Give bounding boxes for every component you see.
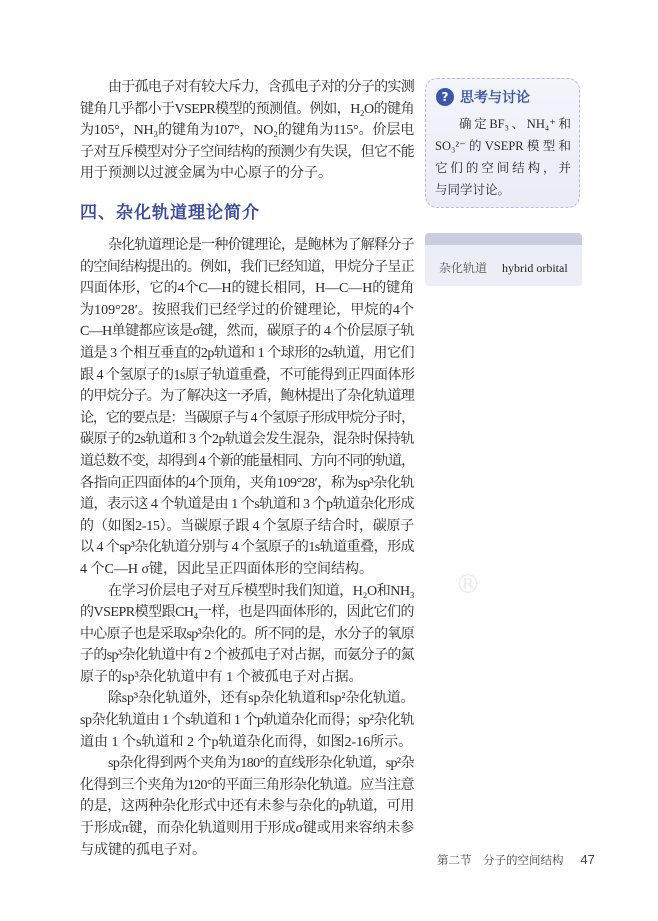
text-line: 的甲烷分子。为了解决这一矛盾，鲍林提出了杂化轨道理 [80,389,414,405]
watermark: ® [455,570,481,600]
text-line: 与成键的孤电子对。 [80,842,206,858]
text-line: 它们的空间结构，并 [435,161,571,175]
term-chinese: 杂化轨道 [439,261,488,275]
text-line: 以 4 个sp³杂化轨道分别与 4 个氢原子的1s轨道重叠，形成 [80,540,414,556]
text-line: 道，表示这 4 个轨道是由 1 个s轨道和 3 个p轨道杂化形成 [80,497,414,513]
text-line: 的是，这两种杂化形式中还有未参与杂化的p轨道，可用 [80,799,414,815]
text-line: 中心原子也是采取sp³杂化的。所不同的是，水分子的氧原 [80,626,414,642]
glossary-band [425,233,582,245]
term-english: hybrid orbital [502,261,568,275]
think-discuss-title: 思考与讨论 [460,90,530,106]
text-line: 原子的sp³杂化轨道中有 1 个被孤电子对占据。 [80,669,363,685]
text-line: 论，它的要点是：当碳原子与 4 个氢原子形成甲烷分子时， [80,410,414,426]
text-line: 由于孤电子对有较大斥力，含孤电子对的分子的实测 [108,80,414,95]
text-line: sp杂化轨道由 1 个s轨道和 1 个p轨道杂化而得；sp²杂化轨 [80,713,414,729]
text-line: 4 个C—H σ键，因此呈正四面体形的空间结构。 [80,561,373,577]
footer-section-title: 第二节 分子的空间结构 [437,855,564,867]
question-icon: ? [436,88,454,106]
text-line: C—H单键都应该是σ键，然而，碳原子的 4 个价层原子轨 [80,324,414,340]
text-line: SO₃²⁻的VSEPR模型和 [435,139,571,153]
text-line: 用于预测以过渡金属为中心原子的分子。 [80,166,332,182]
text-line: 子的sp³杂化轨道中有 2 个被孤电子对占据，而氨分子的氮 [80,648,414,664]
text-line: 为105°，NH₃的键角为107°，NO₂的键角为115°。价层电 [80,123,414,139]
text-line: 各指向正四面体的4个顶角，夹角109°28′，称为sp³杂化轨 [80,475,414,491]
text-line: 在学习价层电子对互斥模型时我们知道，H₂O和NH₃ [108,583,415,599]
section-heading: 四、杂化轨道理论简介 [80,203,260,223]
page-number: 47 [580,852,595,867]
text-line: 确定BF₃、NH₄⁺和 [459,117,571,131]
think-discuss-box [425,78,580,208]
text-line: 除sp³杂化轨道外，还有sp杂化轨道和sp²杂化轨道。 [108,691,415,707]
text-line: 的（如图2-15）。当碳原子跟 4 个氢原子结合时，碳原子 [80,518,414,534]
text-line: 道由 1 个s轨道和 2 个p轨道杂化而得，如图2-16所示。 [80,734,413,750]
text-line: sp杂化得到两个夹角为180°的直线形杂化轨道，sp²杂 [108,756,414,772]
text-line: 跟 4 个氢原子的1s原子轨道重叠，不可能得到正四面体形 [80,367,415,383]
text-line: 与同学讨论。 [435,183,511,197]
text-line: 的空间结构提出的。例如，我们已经知道，甲烷分子呈正 [80,259,414,275]
paragraph-2 [80,235,414,861]
text-line: 于形成π键，而杂化轨道则用于形成σ键或用来容纳未参 [80,821,415,837]
text-line: 碳原子的2s轨道和 3 个2p轨道会发生混杂，混杂时保持轨 [80,432,414,448]
glossary-term-box [425,233,582,286]
text-line: 四面体形，它的4个C—H的键长相同，H—C—H的键角 [80,281,414,297]
text-line: 化得到三个夹角为120°的平面三角形杂化轨道。应当注意 [80,777,414,793]
text-line: 道是 3 个相互垂直的2p轨道和 1 个球形的2s轨道，用它们 [80,345,414,361]
text-line: 道总数不变，却得到 4 个新的能量相同、方向不同的轨道， [80,453,414,469]
text-line: 杂化轨道理论是一种价键理论，是鲍林为了解释分子 [108,238,414,253]
think-discuss-text [435,113,571,201]
text-line: 键角几乎都小于VSEPR模型的预测值。例如，H₂O的键角 [80,101,414,117]
page-footer [437,852,595,868]
text-line: 子对互斥模型对分子空间结构的预测少有失误，但它不能 [80,144,414,160]
text-line: 为109°28′。按照我们已经学过的价键理论，甲烷的4个 [80,302,414,318]
paragraph-1 [80,77,414,185]
text-line: 的VSEPR模型跟CH₄一样，也是四面体形的，因此它们的 [80,605,414,621]
